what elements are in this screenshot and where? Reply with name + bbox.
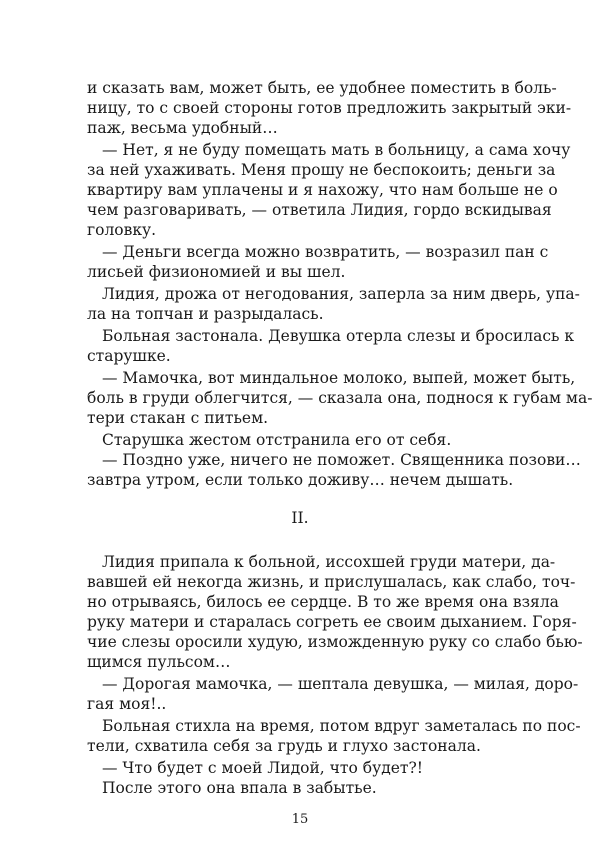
page-number: 15	[291, 812, 309, 827]
text-line: — Мамочка, вот миндальное молоко, выпей, может быть,	[102, 369, 576, 387]
section-heading: II.	[291, 509, 309, 527]
text-line: боль в груди облегчится, — сказала она, поднося к губам ма-	[87, 389, 593, 407]
text-line: — Что будет с моей Лидой, что будет?!	[102, 759, 424, 777]
text-line: гая моя!..	[87, 695, 167, 713]
text-line: ла на топчан и разрыдалась.	[87, 305, 324, 323]
text-line: Старушка жестом отстранила его от себя.	[102, 431, 452, 449]
text-line: чие слезы оросили худую, изможденную руку со слабо бью-	[87, 633, 583, 651]
text-line: Больная застонала. Девушка отерла слезы и бросилась к	[102, 327, 575, 345]
text-line: руку матери и старалась согреть ее своим дыханием. Горя-	[87, 613, 577, 631]
text-line: но отрываясь, билось ее сердце. В то же время она взяла	[87, 593, 559, 611]
text-line: и сказать вам, может быть, ее удобнее поместить в боль-	[87, 79, 557, 97]
text-line: ницу, то с своей стороны готов предложить закрытый эки-	[87, 99, 572, 117]
text-line: чем разговаривать, — ответила Лидия, гордо вскидывая	[87, 201, 552, 219]
text-line: Больная стихла на время, потом вдруг заметалась по пос-	[102, 717, 581, 735]
text-line: вавшей ей некогда жизнь, и прислушалась, как слабо, точ-	[87, 573, 576, 591]
text-line: квартиру вам уплачены и я нахожу, что нам больше не о	[87, 181, 558, 199]
text-line: щимся пульсом…	[87, 653, 231, 671]
text-line: — Дорогая мамочка, — шептала девушка, — милая, доро-	[102, 675, 579, 693]
text-line: — Нет, я не буду помещать мать в больницу, а сама хочу	[102, 141, 571, 159]
text-line: старушке.	[87, 347, 171, 365]
text-line: головку.	[87, 221, 157, 239]
text-line: После этого она впала в забытье.	[102, 779, 377, 797]
text-line: Лидия, дрожа от негодования, заперла за ним дверь, упа-	[102, 285, 580, 303]
text-line: тели, схватила себя за грудь и глухо застонала.	[87, 737, 481, 755]
text-line: лисьей физиономией и вы шел.	[87, 263, 346, 281]
text-line: — Деньги всегда можно возвратить, — возразил пан с	[102, 243, 549, 261]
text-line: завтра утром, если только доживу… нечем дышать.	[87, 471, 514, 489]
text-line: паж, весьма удобный…	[87, 119, 278, 137]
text-line: Лидия припала к больной, иссохшей груди матери, да-	[102, 553, 556, 571]
text-line: тери стакан с питьем.	[87, 409, 269, 427]
text-line: за ней ухаживать. Меня прошу не беспокоить; деньги за	[87, 161, 556, 179]
text-line: — Поздно уже, ничего не поможет. Священника позови…	[102, 451, 581, 469]
